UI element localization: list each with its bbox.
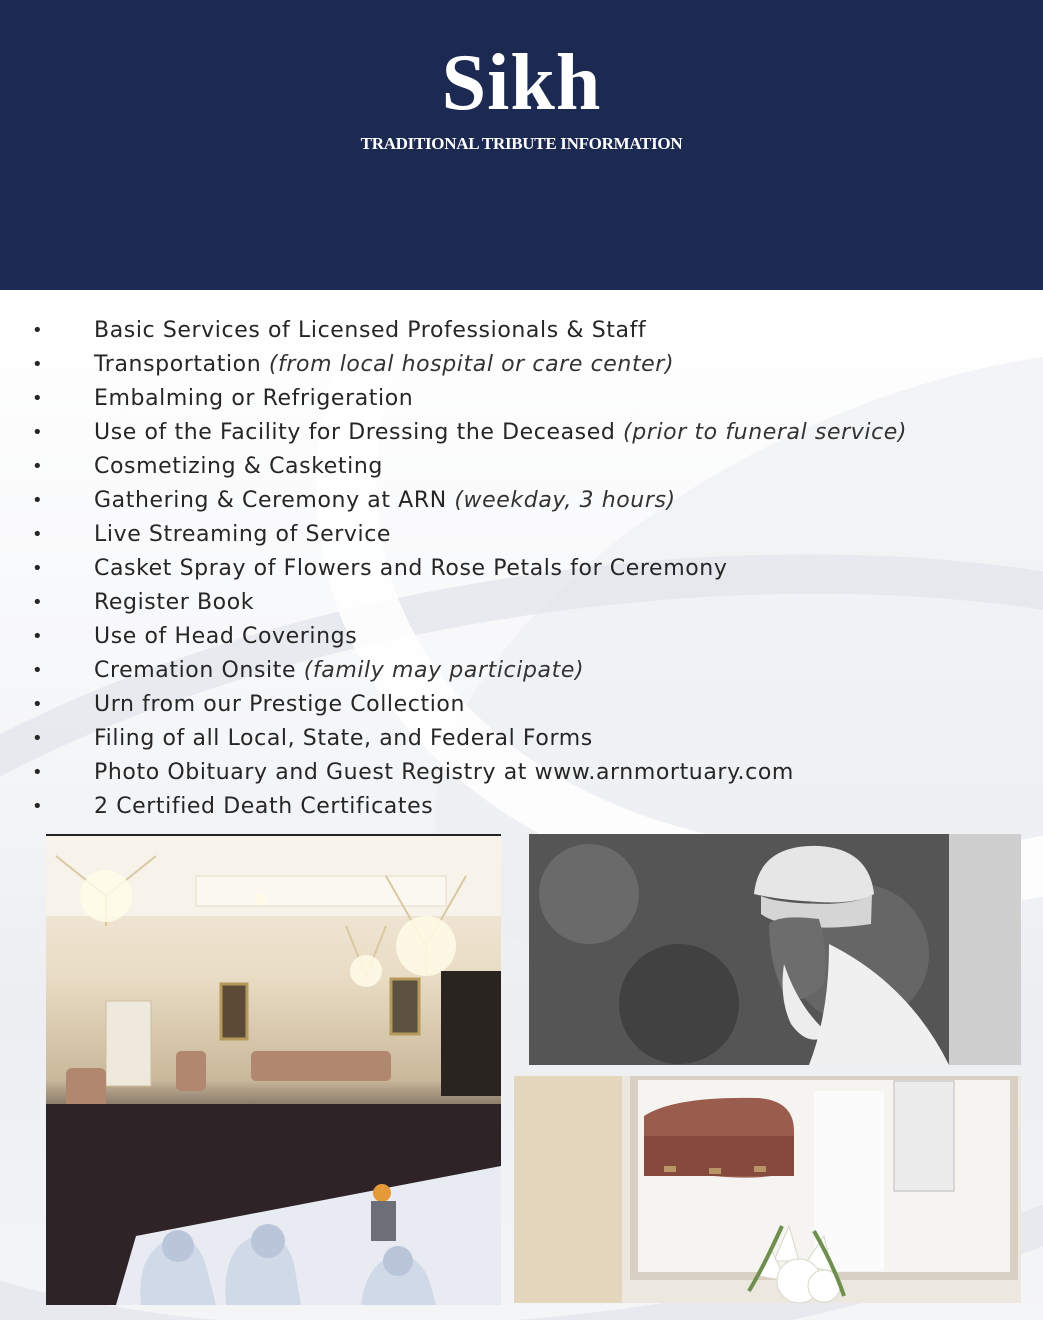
service-text [94,756,794,790]
service-label: Use of Head Coverings [94,624,358,649]
service-item [0,450,1043,484]
bullet-icon: • [32,354,44,375]
service-text [94,790,433,824]
service-text [94,450,383,484]
service-item [0,722,1043,756]
header-banner [0,0,1043,290]
service-item [0,484,1043,518]
bullet-icon: • [32,762,44,783]
bullet-icon: • [32,388,44,409]
service-text [94,382,413,416]
service-item [0,756,1043,790]
bullet-icon: • [32,626,44,647]
service-text [94,722,593,756]
service-label: Gathering & Ceremony at ARN [94,488,447,513]
service-label: Register Book [94,590,255,615]
service-item [0,654,1043,688]
sikh-elder-illustration [529,834,1021,1065]
page-subtitle: TRADITIONAL TRIBUTE INFORMATION [360,134,683,153]
service-label: Cremation Onsite [94,658,297,683]
bullet-icon: • [32,524,44,545]
service-text [94,518,391,552]
service-label: Live Streaming of Service [94,522,392,547]
service-item [0,688,1043,722]
casket-viewing-illustration [514,1076,1021,1303]
service-text [94,484,676,518]
bullet-icon: • [32,456,44,477]
service-label: Use of the Facility for Dressing the Deceased [94,420,616,445]
bullet-icon: • [32,660,44,681]
service-item [0,518,1043,552]
sikh-elder-photo [529,834,1021,1065]
bullet-icon: • [32,320,44,341]
service-note: (family may participate) [303,658,585,683]
chapel-room-illustration [46,836,501,1305]
bullet-icon: • [32,422,44,443]
service-item [0,552,1043,586]
service-item [0,790,1043,824]
services-list [0,314,1043,824]
casket-viewing-photo [514,1076,1021,1303]
bullet-icon: • [32,558,44,579]
service-text [94,314,646,348]
service-label: Casket Spray of Flowers and Rose Petals for Ceremony [94,556,728,581]
service-note: (from local hospital or care center) [268,352,675,377]
service-item [0,416,1043,450]
bullet-icon: • [32,490,44,511]
service-note: (prior to funeral service) [623,420,908,445]
page-title: Sikh [441,39,602,127]
service-item [0,348,1043,382]
service-label: Transportation [94,352,262,377]
service-item [0,382,1043,416]
service-text [94,416,907,450]
service-note: (weekday, 3 hours) [454,488,676,513]
bullet-icon: • [32,694,44,715]
service-text [94,620,357,654]
service-label: Urn from our Prestige Collection [94,692,466,717]
service-label: Filing of all Local, State, and Federal Forms [94,726,593,751]
bullet-icon: • [32,796,44,817]
service-text [94,552,727,586]
service-item [0,586,1043,620]
bullet-icon: • [32,728,44,749]
bullet-icon: • [32,592,44,613]
chapel-room-photo [46,834,501,1305]
service-text [94,586,254,620]
service-item [0,620,1043,654]
service-item [0,314,1043,348]
service-text [94,348,674,382]
service-label: 2 Certified Death Certificates [94,794,434,819]
service-label: Basic Services of Licensed Professionals & Staff [94,318,647,343]
service-label: Embalming or Refrigeration [94,386,414,411]
service-label: Cosmetizing & Casketing [94,454,383,479]
service-text [94,654,584,688]
service-label: Photo Obituary and Guest Registry at www.arnmortuary.com [94,760,794,785]
service-text [94,688,465,722]
